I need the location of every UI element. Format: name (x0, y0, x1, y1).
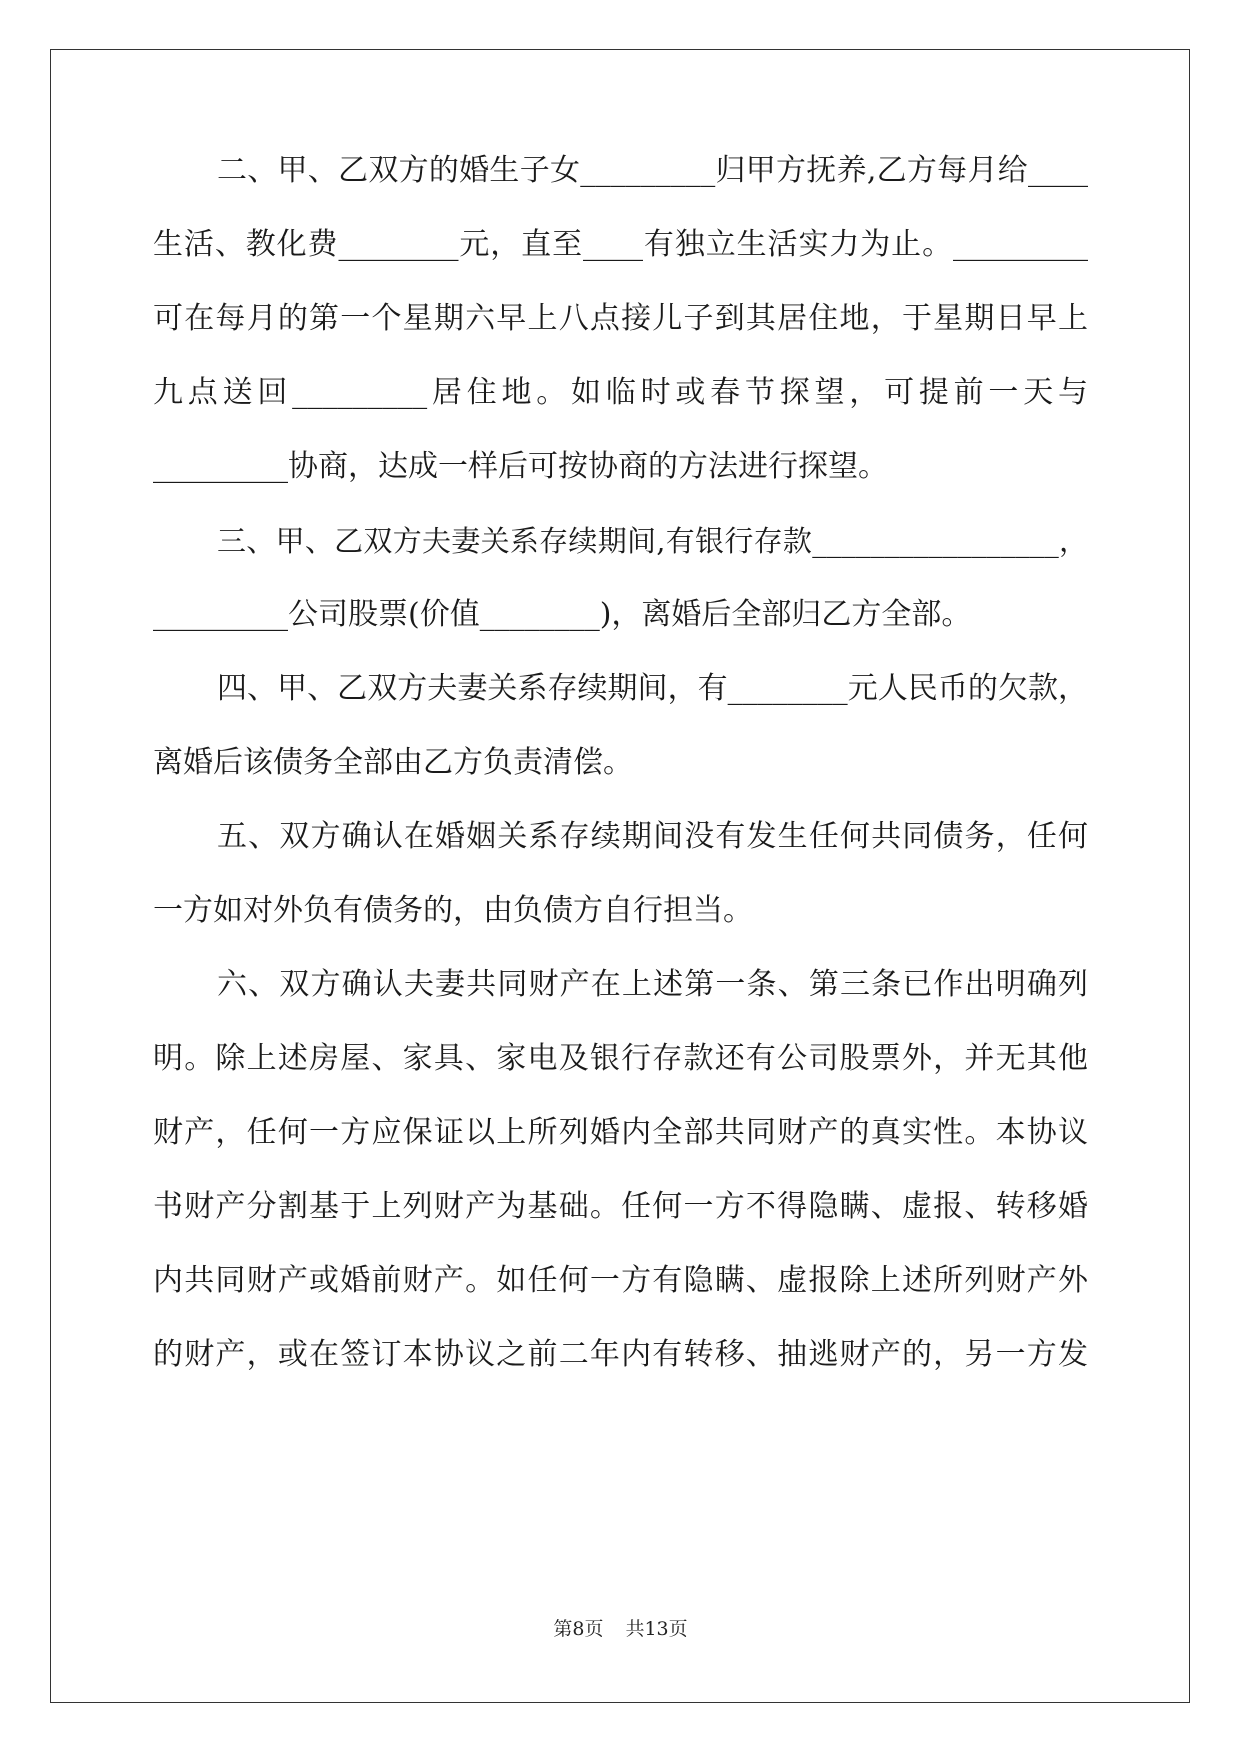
text-line: 明。除上述房屋、家具、家电及银行存款还有公司股票外，并无其他 (153, 1041, 1088, 1076)
text-line: _________协商，达成一样后可按协商的方法进行探望。 (153, 449, 888, 484)
text-line: _________公司股票(价值________)，离婚后全部归乙方全部。 (153, 597, 972, 632)
text-line: 书财产分割基于上列财产为基础。任何一方不得隐瞒、虚报、转移婚 (153, 1189, 1088, 1224)
text-line: 一方如对外负有债务的，由负债方自行担当。 (153, 893, 753, 928)
text-line: 内共同财产或婚前财产。如任何一方有隐瞒、虚报除上述所列财产外 (153, 1263, 1088, 1298)
text-line: 的财产，或在签订本协议之前二年内有转移、抽逃财产的，另一方发 (153, 1337, 1088, 1372)
page-frame (50, 49, 1190, 1703)
text-line: 二、甲、乙双方的婚生子女_________归甲方抚养,乙方每月给____ (217, 153, 1088, 188)
text-line: 离婚后该债务全部由乙方负责清偿。 (153, 745, 633, 780)
text-line: 可在每月的第一个星期六早上八点接儿子到其居住地，于星期日早上 (153, 301, 1088, 336)
text-line: 四、甲、乙双方夫妻关系存续期间，有________元人民币的欠款， (217, 671, 1088, 706)
text-line: 生活、教化费________元，直至____有独立生活实力为止。_________ (153, 227, 1088, 262)
page-footer (0, 1617, 1241, 1641)
text-line: 财产，任何一方应保证以上所列婚内全部共同财产的真实性。本协议 (153, 1115, 1088, 1150)
page-number: 第8页 (553, 1618, 604, 1640)
text-line: 六、双方确认夫妻共同财产在上述第一条、第三条已作出明确列 (217, 967, 1088, 1002)
page-total: 共13页 (625, 1618, 688, 1640)
text-line: 五、双方确认在婚姻关系存续期间没有发生任何共同债务，任何 (217, 819, 1088, 854)
text-line: 三、甲、乙双方夫妻关系存续期间,有银行存款_________________， (217, 524, 1088, 558)
text-line: 九点送回_________居住地。如临时或春节探望，可提前一天与 (153, 375, 1088, 410)
